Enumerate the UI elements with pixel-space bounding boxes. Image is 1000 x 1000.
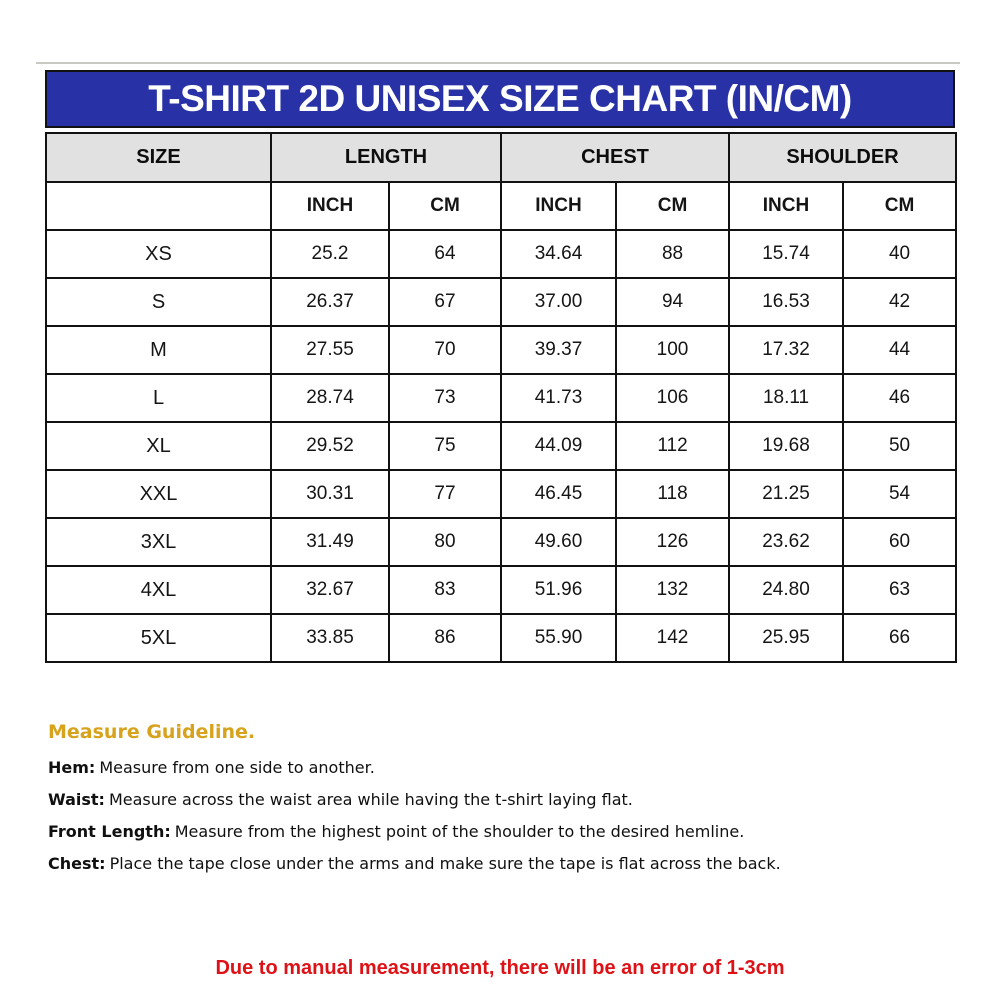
unit-header-chest-cm: CM xyxy=(616,182,729,230)
measurement-error-note: Due to manual measurement, there will be an error of 1-3cm xyxy=(215,957,785,979)
value-cell: 21.25 xyxy=(729,470,843,518)
unit-header-length-inch: INCH xyxy=(271,182,389,230)
group-header-length: LENGTH xyxy=(271,133,501,182)
value-cell: 44 xyxy=(843,326,956,374)
guideline-item-waist xyxy=(48,790,958,810)
value-cell: 67 xyxy=(389,278,501,326)
table-row xyxy=(46,614,956,662)
size-cell: XXL xyxy=(46,470,271,518)
value-cell: 86 xyxy=(389,614,501,662)
value-cell: 39.37 xyxy=(501,326,616,374)
value-cell: 29.52 xyxy=(271,422,389,470)
group-header-chest: CHEST xyxy=(501,133,729,182)
value-cell: 51.96 xyxy=(501,566,616,614)
size-cell: 4XL xyxy=(46,566,271,614)
guideline-label: Waist: xyxy=(48,790,105,809)
table-row xyxy=(46,566,956,614)
value-cell: 26.37 xyxy=(271,278,389,326)
size-table xyxy=(45,132,957,663)
value-cell: 132 xyxy=(616,566,729,614)
guideline-item-chest xyxy=(48,854,958,874)
value-cell: 46.45 xyxy=(501,470,616,518)
value-cell: 80 xyxy=(389,518,501,566)
table-unit-header-row xyxy=(46,182,956,230)
value-cell: 70 xyxy=(389,326,501,374)
group-header-shoulder: SHOULDER xyxy=(729,133,956,182)
value-cell: 25.2 xyxy=(271,230,389,278)
value-cell: 106 xyxy=(616,374,729,422)
value-cell: 54 xyxy=(843,470,956,518)
chart-title: T-SHIRT 2D UNISEX SIZE CHART (IN/CM) xyxy=(148,78,852,119)
value-cell: 83 xyxy=(389,566,501,614)
size-cell: S xyxy=(46,278,271,326)
value-cell: 30.31 xyxy=(271,470,389,518)
value-cell: 17.32 xyxy=(729,326,843,374)
image-top-border xyxy=(36,62,960,64)
guideline-text: Measure across the waist area while having the t-shirt laying flat. xyxy=(108,790,633,809)
table-row xyxy=(46,518,956,566)
guideline-label: Chest: xyxy=(48,854,106,873)
value-cell: 50 xyxy=(843,422,956,470)
measure-guidelines xyxy=(48,721,958,886)
table-row xyxy=(46,470,956,518)
table-row xyxy=(46,230,956,278)
size-cell: M xyxy=(46,326,271,374)
guideline-text: Place the tape close under the arms and make sure the tape is flat across the back. xyxy=(109,854,781,873)
table-row xyxy=(46,326,956,374)
guideline-label: Front Length: xyxy=(48,822,171,841)
value-cell: 16.53 xyxy=(729,278,843,326)
guideline-heading: Measure Guideline. xyxy=(48,721,256,743)
value-cell: 31.49 xyxy=(271,518,389,566)
value-cell: 73 xyxy=(389,374,501,422)
value-cell: 49.60 xyxy=(501,518,616,566)
value-cell: 32.67 xyxy=(271,566,389,614)
value-cell: 142 xyxy=(616,614,729,662)
value-cell: 75 xyxy=(389,422,501,470)
table-row xyxy=(46,278,956,326)
chart-title-bar xyxy=(45,70,955,128)
unit-header-chest-inch: INCH xyxy=(501,182,616,230)
group-header-size: SIZE xyxy=(46,133,271,182)
value-cell: 55.90 xyxy=(501,614,616,662)
size-cell: 5XL xyxy=(46,614,271,662)
value-cell: 46 xyxy=(843,374,956,422)
size-cell: L xyxy=(46,374,271,422)
value-cell: 66 xyxy=(843,614,956,662)
guideline-text: Measure from the highest point of the shoulder to the desired hemline. xyxy=(174,822,745,841)
value-cell: 64 xyxy=(389,230,501,278)
unit-header-empty xyxy=(46,182,271,230)
value-cell: 27.55 xyxy=(271,326,389,374)
value-cell: 18.11 xyxy=(729,374,843,422)
value-cell: 88 xyxy=(616,230,729,278)
value-cell: 23.62 xyxy=(729,518,843,566)
value-cell: 112 xyxy=(616,422,729,470)
unit-header-shoulder-cm: CM xyxy=(843,182,956,230)
value-cell: 28.74 xyxy=(271,374,389,422)
size-cell: XL xyxy=(46,422,271,470)
value-cell: 60 xyxy=(843,518,956,566)
guideline-item-hem xyxy=(48,758,958,778)
guideline-item-front-length xyxy=(48,822,958,842)
value-cell: 33.85 xyxy=(271,614,389,662)
value-cell: 40 xyxy=(843,230,956,278)
guideline-label: Hem: xyxy=(48,758,96,777)
table-row xyxy=(46,422,956,470)
value-cell: 15.74 xyxy=(729,230,843,278)
unit-header-length-cm: CM xyxy=(389,182,501,230)
value-cell: 41.73 xyxy=(501,374,616,422)
value-cell: 44.09 xyxy=(501,422,616,470)
value-cell: 100 xyxy=(616,326,729,374)
value-cell: 19.68 xyxy=(729,422,843,470)
table-row xyxy=(46,374,956,422)
value-cell: 24.80 xyxy=(729,566,843,614)
guideline-text: Measure from one side to another. xyxy=(99,758,375,777)
value-cell: 37.00 xyxy=(501,278,616,326)
size-cell: 3XL xyxy=(46,518,271,566)
value-cell: 34.64 xyxy=(501,230,616,278)
value-cell: 63 xyxy=(843,566,956,614)
value-cell: 77 xyxy=(389,470,501,518)
value-cell: 118 xyxy=(616,470,729,518)
value-cell: 126 xyxy=(616,518,729,566)
value-cell: 25.95 xyxy=(729,614,843,662)
value-cell: 42 xyxy=(843,278,956,326)
unit-header-shoulder-inch: INCH xyxy=(729,182,843,230)
value-cell: 94 xyxy=(616,278,729,326)
table-group-header-row xyxy=(46,133,956,182)
size-cell: XS xyxy=(46,230,271,278)
